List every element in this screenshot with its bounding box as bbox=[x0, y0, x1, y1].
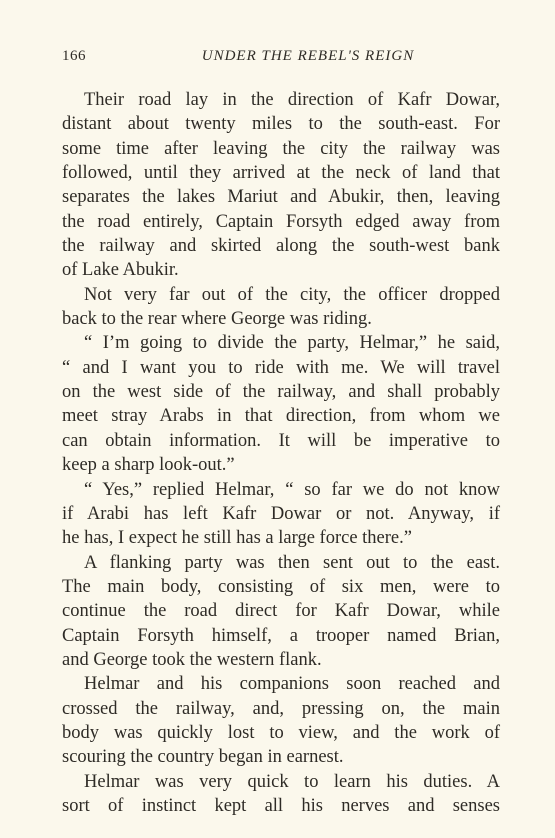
text-line: crossed the railway, and, pressing on, the main bbox=[62, 698, 500, 719]
text-line: Captain Forsyth himself, a trooper named Brian, bbox=[62, 625, 500, 646]
text-line: “ and I want you to ride with me. We will travel bbox=[62, 357, 500, 378]
text-line: he has, I expect he still has a large force there.” bbox=[62, 528, 412, 549]
text-line: the railway and skirted along the south-west bank bbox=[62, 236, 500, 257]
text-line: Not very far out of the city, the officer dropped bbox=[84, 284, 500, 305]
text-line: A flanking party was then sent out to the east. bbox=[84, 552, 500, 573]
text-line: separates the lakes Mariut and Abukir, then, leaving bbox=[62, 187, 500, 208]
text-line: can obtain information. It will be imperative to bbox=[62, 430, 500, 451]
running-head bbox=[62, 48, 502, 72]
text-line: keep a sharp look-out.” bbox=[62, 455, 235, 476]
text-line: the road entirely, Captain Forsyth edged away from bbox=[62, 211, 500, 232]
text-line: continue the road direct for Kafr Dowar, while bbox=[62, 601, 500, 622]
text-line: “ I’m going to divide the party, Helmar,” he said, bbox=[84, 333, 500, 354]
body-text bbox=[62, 88, 500, 818]
text-line: Their road lay in the direction of Kafr Dowar, bbox=[84, 90, 500, 110]
text-line: “ Yes,” replied Helmar, “ so far we do not know bbox=[84, 479, 500, 500]
page-number: 166 bbox=[62, 48, 86, 64]
text-line: on the west side of the railway, and shall probably bbox=[62, 382, 500, 403]
text-line: Helmar was very quick to learn his duties. A bbox=[84, 771, 500, 792]
text-line: The main body, consisting of six men, were to bbox=[62, 576, 500, 597]
running-title: UNDER THE REBEL'S REIGN bbox=[201, 48, 415, 64]
text-line: meet stray Arabs in that direction, from whom we bbox=[62, 406, 500, 427]
text-line: body was quickly lost to view, and the work of bbox=[62, 722, 500, 743]
text-line: sort of instinct kept all his nerves and senses bbox=[62, 795, 500, 816]
text-line: if Arabi has left Kafr Dowar or not. Anyway, if bbox=[62, 503, 500, 524]
text-line: and George took the western flank. bbox=[62, 649, 322, 670]
text-line: some time after leaving the city the railway was bbox=[62, 138, 500, 159]
text-line: back to the rear where George was riding. bbox=[62, 309, 372, 330]
text-line: scouring the country began in earnest. bbox=[62, 747, 344, 768]
text-line: of Lake Abukir. bbox=[62, 260, 179, 281]
text-line: followed, until they arrived at the neck of land that bbox=[62, 163, 500, 184]
text-line: Helmar and his companions soon reached and bbox=[84, 674, 500, 695]
text-line: distant about twenty miles to the south-east. For bbox=[62, 114, 500, 135]
